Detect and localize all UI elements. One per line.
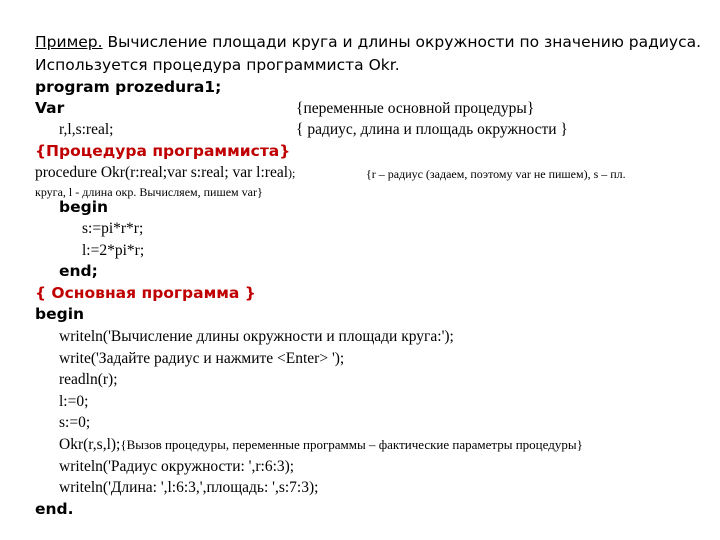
main-line-2: write('Задайте радиус и нажмите <Enter> '); xyxy=(59,350,345,367)
var-keyword: Var xyxy=(35,99,65,117)
procedure-header xyxy=(35,163,295,183)
procedure-heading: {Процедура программиста} xyxy=(35,142,291,160)
procedure-call-comment: {Вызов процедуры, переменные программы – фактические параметры процедуры} xyxy=(120,437,583,452)
procedure-call: Okr(r,s,l); xyxy=(59,436,121,453)
main-line-3: readln(r); xyxy=(59,371,118,388)
procedure-comment-line-2: круга, l - длина окр. Вычисляем, пишем var} xyxy=(35,185,263,199)
main-line-4: l:=0; xyxy=(59,393,89,410)
program-header: program prozedura1; xyxy=(35,78,222,96)
var-declaration-comment: { радиус, длина и площадь окружности } xyxy=(296,121,568,138)
intro-line-2: Используется процедура программиста Okr. xyxy=(35,56,400,74)
main-line-1: writeln('Вычисление длины окружности и площади круга:'); xyxy=(59,328,454,345)
main-line-7: writeln('Радиус окружности: ',r:6:3); xyxy=(59,458,295,475)
procedure-statement-2: l:=2*pi*r; xyxy=(82,242,145,259)
procedure-comment-line-1: {r – радиус (задаем, поэтому var не пишем), s – пл. xyxy=(366,167,626,181)
intro-line xyxy=(35,33,701,52)
procedure-begin: begin xyxy=(59,198,109,216)
procedure-statement-1: s:=pi*r*r; xyxy=(82,220,144,237)
example-title: Вычисление площади круга и длины окружности по значению радиуса. xyxy=(102,33,702,51)
example-label: Пример. xyxy=(35,33,103,51)
main-call-line xyxy=(59,435,583,454)
var-declaration: r,l,s:real; xyxy=(59,121,114,138)
procedure-signature: procedure Okr(r:real;var s:real; var l:real xyxy=(35,164,289,181)
procedure-signature-end: ); xyxy=(288,166,296,180)
main-line-8: writeln('Длина: ',l:6:3,',площадь: ',s:7:3); xyxy=(59,479,319,496)
var-comment: {переменные основной процедуры} xyxy=(296,100,535,117)
main-begin: begin xyxy=(35,305,85,323)
procedure-end: end; xyxy=(59,262,98,280)
main-heading: { Основная программа } xyxy=(35,284,256,302)
main-line-5: s:=0; xyxy=(59,414,91,431)
main-end: end. xyxy=(35,500,74,518)
